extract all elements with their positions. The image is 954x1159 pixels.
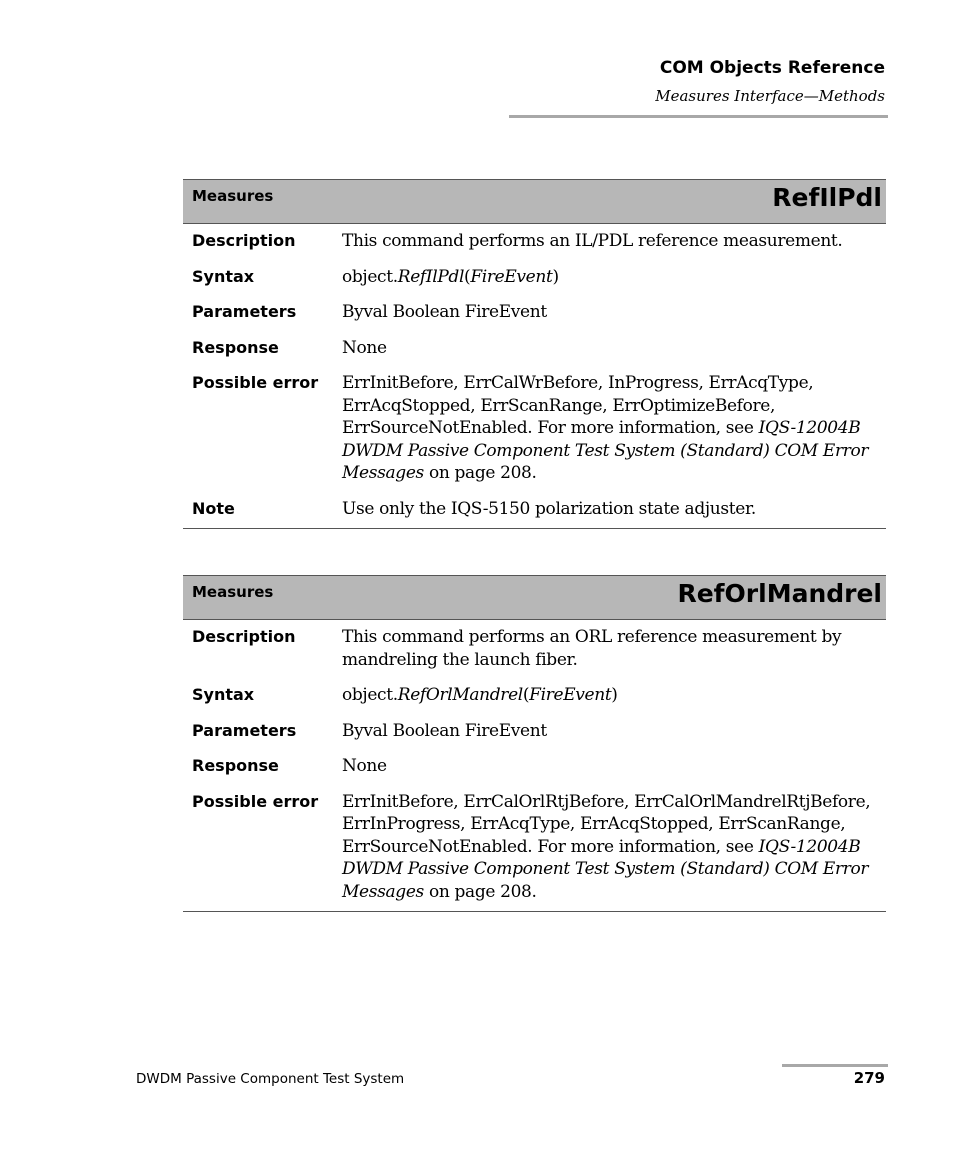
page-number: 279 [853,1069,885,1087]
row-label: Possible error [192,373,319,392]
product-name: DWDM Passive Component Test System [136,1071,405,1087]
interface-label: Measures [192,583,274,601]
syntax-param: FireEvent [529,685,612,705]
row-label: Parameters [192,302,297,321]
cross-reference-link[interactable]: IQS-12004B DWDM Passive Component Test System (Standard) COM Error Messages [342,418,869,483]
error-list: ErrInitBefore, ErrCalWrBefore, InProgress, ErrAcqType, ErrAcqStopped, ErrScanRange, ErrOptimizeBefore, ErrSourceNotEnabled. For more information, see [342,373,814,438]
row-value: Byval Boolean FireEvent [342,720,547,741]
syntax-prefix: object. [342,266,398,287]
response-row [183,337,886,360]
method-name: RefIlPdl [772,183,882,212]
syntax-row [183,266,886,289]
error-list: ErrInitBefore, ErrCalOrlRtjBefore, ErrCalOrlMandrelRtjBefore, ErrInProgress, ErrAcqType, ErrAcqStopped, ErrScanRange, ErrSourceNotEnabled. For more information, see [342,791,871,857]
syntax-value [342,266,886,289]
row-value: Byval Boolean FireEvent [342,302,547,322]
footer-rule [782,1064,888,1067]
method-name: RefOrlMandrel [677,579,882,608]
row-value: None [342,337,387,358]
error-value [342,372,886,485]
row-label: Description [192,231,296,250]
description-row [183,230,886,253]
cross-reference-link[interactable]: IQS-12004B DWDM Passive Component Test System (Standard) COM Error Messages [342,836,869,902]
syntax-method: RefOrlMandrel [397,685,523,705]
syntax-close: ) [611,685,618,705]
row-value: This command performs an IL/PDL reference measurement. [342,231,843,251]
syntax-prefix: object. [342,685,398,705]
row-value: None [342,756,387,776]
row-label: Note [192,498,235,518]
possible-error-row [183,791,886,904]
method-details [183,224,886,529]
parameters-row [183,720,886,743]
row-label: Possible error [192,791,319,811]
syntax-close: ) [552,266,559,287]
method-block-refilpdl [183,179,886,529]
row-label: Syntax [192,266,255,286]
syntax-row [183,684,886,707]
description-row [183,626,886,671]
interface-label: Measures [192,187,274,205]
method-header-bar [183,179,886,224]
parameters-row [183,301,886,324]
row-label: Response [192,756,279,775]
possible-error-row [183,372,886,485]
syntax-open: ( [464,266,471,287]
method-header-bar [183,575,886,620]
response-row [183,755,886,778]
note-row [183,498,886,521]
row-label: Syntax [192,685,255,704]
row-value: This command performs an ORL reference measurement by mandreling the launch fiber. [342,627,842,670]
syntax-value [342,684,886,707]
syntax-open: ( [522,685,530,705]
page-reference: on page 208. [423,881,537,902]
page-reference: on page 208. [423,463,537,483]
header-rule [509,115,888,118]
chapter-title: COM Objects Reference [659,58,885,78]
row-label: Description [192,627,296,646]
section-subtitle: Measures Interface—Methods [655,87,885,105]
error-value [342,791,886,904]
row-value: Use only the IQS-5150 polarization state adjuster. [342,498,756,519]
method-details [183,620,886,912]
syntax-method: RefIlPdl [397,266,465,287]
row-label: Parameters [192,720,297,740]
row-label: Response [192,337,279,357]
syntax-param: FireEvent [470,266,553,287]
method-block-reforlmandrel [183,575,886,912]
